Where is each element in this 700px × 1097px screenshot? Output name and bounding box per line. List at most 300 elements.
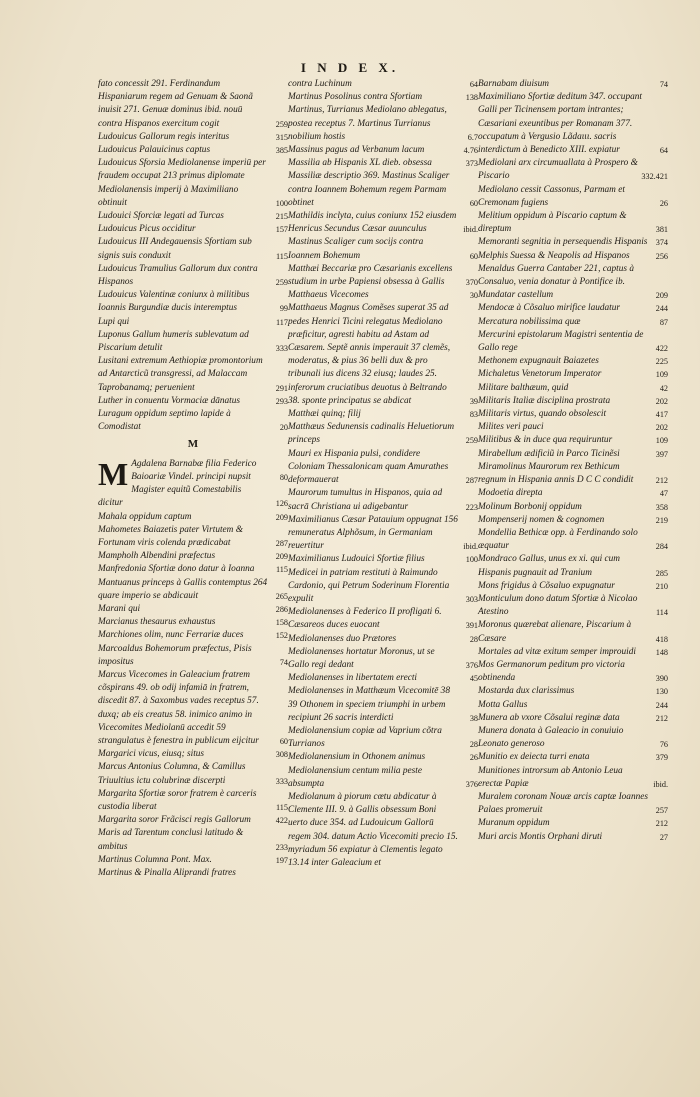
- index-entry: [98, 603, 288, 616]
- entry-text: Luponus Gallum humeris sublevatum ad Piscarium detulit: [98, 329, 249, 354]
- entry-page-number: 379: [655, 753, 668, 763]
- entry-page-number: 212: [655, 819, 668, 829]
- entry-page-number: 303: [465, 594, 478, 604]
- index-entry: [478, 250, 668, 263]
- index-entry: [288, 289, 478, 302]
- entry-text: Mauri ex Hispania pulsi, condidere Coloniam Thessalonicam quam Amurathes deformauerat: [288, 448, 449, 486]
- entry-text: Mediolano cessit Cassonus, Parmam et Cremonam fugiens: [478, 184, 625, 208]
- entry-text: Ludouicus Picus occiditur: [98, 224, 196, 235]
- entry-page-number: 332.421: [641, 172, 668, 182]
- entry-text: Massiliæ descriptio 369. Mastinus Scaliger contra Ioannem Bohemum regem Parmam obtinet: [288, 171, 450, 208]
- index-column-2: [288, 78, 478, 870]
- index-entry: [478, 448, 668, 461]
- index-entry: [98, 210, 288, 223]
- entry-page-number: 422: [275, 816, 288, 826]
- index-entry: [98, 814, 288, 827]
- entries-group: [478, 78, 668, 844]
- index-column-1: [98, 78, 288, 880]
- entry-page-number: 370: [465, 278, 478, 288]
- entry-page-number: 138: [465, 93, 478, 103]
- entry-page-number: 158: [275, 618, 288, 628]
- entry-text: Marani qui: [98, 603, 141, 614]
- index-entry: [478, 514, 668, 527]
- entry-page-number: 358: [655, 502, 668, 512]
- index-entry: [98, 223, 288, 236]
- entry-text: Mathildis inclyta, cuius coniunx 152 eiusdem Henricus Secundus Cæsar auunculus: [288, 211, 457, 235]
- entry-text: Mondellia Bethicæ opp. à Ferdinando solo æquatur: [478, 527, 638, 552]
- index-entry: [288, 302, 478, 408]
- entry-text: Manfredonia Sfortiæ dono datur à Ioanna: [98, 564, 255, 575]
- index-entry: [478, 316, 668, 329]
- entry-page-number: 80: [279, 472, 288, 482]
- entry-page-number: 87: [659, 317, 668, 327]
- index-entry: [98, 854, 288, 867]
- entry-text: Munitio ex deiecta turri enata: [478, 752, 590, 763]
- entry-page-number: 376: [465, 660, 478, 670]
- entry-page-number: 219: [655, 515, 668, 525]
- entry-page-number: 333: [275, 776, 288, 786]
- entry-text: Mondraco Gallus, unus ex xi. qui cum Hispanis pugnauit ad Tranium: [478, 554, 621, 578]
- entry-page-number: 259: [275, 278, 288, 288]
- entry-page-number: 148: [655, 647, 668, 657]
- entry-page-number: 45: [469, 674, 478, 684]
- entry-text: Miramolinus Maurorum rex Bethicum regnum in Hispania annis D C C condidit: [478, 461, 634, 486]
- entry-text: Moronus quærebat alienare, Piscarium à Cæsare: [478, 620, 632, 644]
- index-entry: [288, 421, 478, 447]
- entry-page-number: 74: [659, 80, 668, 89]
- entry-page-number: 64: [469, 80, 478, 89]
- index-entry: [98, 629, 288, 642]
- entry-page-number: 26: [469, 753, 478, 763]
- entry-page-number: 397: [655, 449, 668, 459]
- index-entry: [478, 236, 668, 249]
- index-entry: [98, 484, 288, 510]
- entry-text: Mahala oppidum captum: [98, 511, 192, 522]
- entry-page-number: 202: [655, 423, 668, 433]
- entry-text: Mediolanenses duo Prætores: [288, 633, 397, 644]
- index-entry: [288, 765, 478, 791]
- entry-text: Mediolani arx circumuallata à Prospero & Piscario: [478, 158, 638, 182]
- entry-text: Ludouicus Palauicinus captus: [98, 145, 211, 156]
- index-entry: [288, 514, 478, 554]
- entry-text: Martinus & Pinalla Aliprandi fratres: [98, 867, 236, 878]
- index-entry: [478, 817, 668, 830]
- entry-text: contra Luchinum: [288, 79, 352, 89]
- entry-page-number: 109: [655, 436, 668, 446]
- entry-text: Mediolanenses in libertatem erecti: [288, 673, 418, 684]
- entry-text: Maximilianus Cæsar Patauium oppugnat 156 remuneratus Alphõsum, in Germaniam reuertitur: [288, 514, 458, 552]
- index-entry: [478, 580, 668, 593]
- index-entry: [478, 157, 668, 183]
- index-entry: [288, 672, 478, 685]
- entry-page-number: 293: [275, 396, 288, 406]
- entry-page-number: 130: [655, 687, 668, 697]
- entry-text: Mirabellum ædificiũ in Parco Ticinẽsi: [478, 448, 620, 459]
- entry-page-number: 6.7: [467, 132, 478, 142]
- entry-text: Matthæi Beccariæ pro Cæsarianis excellens studium in urbe Papiensi obsessa à Gallis: [288, 263, 453, 288]
- entry-text: Modoetia direpta: [478, 488, 543, 499]
- entry-text: Mortales ad vitæ exitum semper improuidi: [478, 646, 636, 657]
- index-entry: [288, 567, 478, 607]
- entry-page-number: 100: [465, 555, 478, 565]
- index-entry: [98, 788, 288, 814]
- entry-text: Methonem expugnauit Baiazetes: [478, 356, 599, 367]
- entry-page-number: 209: [275, 512, 288, 522]
- entry-text: Maximilianus Ludouici Sfortiæ filius: [288, 554, 425, 565]
- entry-text: Muranum oppidum: [478, 818, 550, 829]
- index-entry: [98, 316, 288, 329]
- index-entry: [98, 669, 288, 748]
- entry-page-number: 114: [656, 608, 668, 618]
- index-entry: [98, 563, 288, 576]
- entry-text: Mons frigidus à Cõsaluo expugnatur: [478, 580, 615, 591]
- entry-page-number: 202: [655, 396, 668, 406]
- entry-text: Magister equitũ Comestabilis dicitur: [98, 485, 242, 509]
- entry-page-number: 376: [465, 779, 478, 789]
- index-entry: [288, 646, 478, 672]
- entry-page-number: 126: [275, 499, 288, 509]
- entry-text: Ludouici Sforciæ legati ad Turcas: [98, 211, 224, 222]
- entry-page-number: 284: [655, 542, 668, 552]
- entry-text: Mantuanus princeps à Gallis contemptus 264 quare imperio se abdicauit: [98, 577, 268, 601]
- entry-page-number: 157: [275, 225, 288, 235]
- entry-page-number: 60: [469, 251, 478, 261]
- entry-page-number: 83: [469, 410, 478, 420]
- index-entry: [98, 329, 288, 355]
- entry-page-number: 287: [275, 538, 288, 548]
- entry-page-number: 418: [655, 634, 668, 644]
- entry-text: Mos Germanorum peditum pro victoria obtinenda: [478, 659, 625, 684]
- entry-page-number: 60: [279, 736, 288, 746]
- entry-text: Agdalena Barnabæ filia Federico Baioariæ Vindel. principi nupsit: [131, 458, 257, 482]
- index-entry: [98, 867, 288, 880]
- entry-text: Massilia ab Hispanis XL dieb. obsessa: [288, 158, 432, 169]
- entry-text: Martinus Posolinus contra Sfortiam: [288, 92, 423, 103]
- entry-text: Luther in conuentu Vormaciæ dānatus: [98, 395, 241, 406]
- entry-page-number: 39: [469, 396, 478, 406]
- entry-text: Mundatar castellum: [478, 290, 554, 301]
- entry-text: Mediolanenses à Federico II profligati 6. Cæsareos duces euocant: [288, 607, 442, 631]
- entry-text: Marcianus thesaurus exhaustus: [98, 617, 216, 628]
- entry-text: Marchiones olim, nunc Ferrariæ duces: [98, 630, 244, 641]
- entry-text: Mastinus Scaliger cum socijs contra Ioannem Bohemum: [288, 237, 424, 261]
- index-entry: [98, 157, 288, 210]
- entries-m-group: [98, 455, 288, 881]
- entry-text: Melitium oppidum à Piscario captum & direptum: [478, 211, 627, 235]
- entry-text: Militibus & in duce qua requiruntur: [478, 435, 613, 446]
- index-entry: [98, 748, 288, 761]
- index-column-3: [478, 78, 668, 844]
- entry-text: Mediolanenses in Matthæum Vicecomitē 38 39 Othonem in speciem triumphi in urbem recipiunt 26 sacris interdicti: [288, 686, 450, 723]
- entry-page-number: 152: [275, 631, 288, 641]
- entry-page-number: 212: [655, 713, 668, 723]
- entry-text: Mercatura nobilissima quæ: [478, 316, 581, 327]
- index-entry: [98, 144, 288, 157]
- entry-page-number: 60: [469, 198, 478, 208]
- entry-text: Lusitani extremum Aethiopiæ promontorium ad Antarcticũ transgressi, ad Malaccam Taprobanamq; peruenient: [98, 356, 263, 393]
- index-entry: [478, 712, 668, 725]
- index-entry: [478, 501, 668, 514]
- entry-page-number: 212: [655, 476, 668, 486]
- index-entry: [288, 78, 478, 91]
- index-entry: [288, 606, 478, 632]
- entry-page-number: 27: [659, 832, 668, 842]
- entry-text: Marcus Antonius Columna, & Camillus Triuultius ictu colubrinæ discerpti: [98, 762, 246, 786]
- entry-page-number: 373: [465, 159, 478, 169]
- index-entry: [478, 184, 668, 210]
- entry-text: Munitiones introrsum ab Antonio Leua erectæ Papiæ: [478, 765, 623, 789]
- entry-page-number: 315: [275, 132, 288, 142]
- entry-text: Mostarda dux clarissimus: [478, 686, 575, 697]
- entry-text: Barnabam diuisum: [478, 79, 550, 89]
- index-entry: [478, 765, 668, 791]
- index-entry: [478, 659, 668, 685]
- entry-text: Medicei in patriam restituti à Raimundo Cardonio, qui Petrum Soderinum Florentia expulit: [288, 567, 450, 604]
- entry-text: Militare balthæum, quid: [478, 382, 569, 393]
- entry-text: Muri arcis Montis Orphani diruti: [478, 831, 603, 842]
- index-entry: [288, 725, 478, 751]
- entry-text: Ludouicus Tramulius Gallorum dux contra Hispanos: [98, 263, 258, 288]
- index-entry: [98, 524, 288, 550]
- entry-text: Militaris Italiæ disciplina prostrata: [478, 395, 611, 406]
- entry-page-number: 259: [275, 119, 288, 129]
- entry-page-number: 385: [275, 146, 288, 156]
- index-entry: [478, 382, 668, 395]
- entry-text: Martinus, Turrianus Mediolano ablegatus, postea receptus 7. Martinus Turrianus nobilium hostis: [288, 105, 447, 142]
- entry-text: fato concessit 291. Ferdinandum Hispaniarum regem ad Genuam & Saonã inuisit 271. Genuæ dominus ibid. nouū contra Hispanos exercitum cogit: [98, 79, 253, 129]
- index-entry: [98, 511, 288, 524]
- entry-page-number: 38: [469, 713, 478, 723]
- index-entry: [98, 550, 288, 563]
- entry-text: Margarita soror Frãcisci regis Gallorum: [98, 815, 251, 826]
- entry-text: Memoranti segnitia in persequendis Hispanis: [478, 237, 648, 248]
- index-entry: [98, 616, 288, 629]
- index-entry: [288, 487, 478, 513]
- entry-text: Mediolanensium in Othonem animus: [288, 752, 426, 763]
- index-entry: [98, 289, 288, 315]
- entry-page-number: ibid.: [463, 542, 478, 552]
- entry-page-number: 225: [655, 357, 668, 367]
- entry-page-number: 233: [275, 842, 288, 852]
- entry-text: Mendocæ à Cõsaluo mirifice laudatur: [478, 303, 621, 314]
- entry-text: Mediolanensium copiæ ad Vaprium cõtra Turrianos: [288, 725, 442, 750]
- entry-text: Martinus Columna Pont. Max.: [98, 854, 212, 865]
- entry-page-number: 244: [655, 304, 668, 314]
- entry-text: Mediolanenses hortatur Moronus, ut se Gallo regi dedant: [288, 646, 435, 670]
- entry-text: Maurorum tumultus in Hispanos, quia ad sacrā Christiana ui adigebantur: [288, 488, 443, 512]
- index-entry: [478, 553, 668, 579]
- entry-page-number: 391: [465, 621, 478, 631]
- entry-page-number: 4.76: [463, 146, 478, 156]
- index-entry: [288, 144, 478, 157]
- entry-page-number: 20: [279, 423, 288, 433]
- index-entry: [288, 751, 478, 764]
- entry-page-number: 26: [659, 198, 668, 208]
- entry-page-number: 115: [276, 251, 288, 261]
- entry-page-number: 374: [655, 238, 668, 248]
- entry-text: Mediolanum à piorum cœtu abdicatur à Clemente III. 9. à Gallis obsessum Boni uerto duce 354. ad Ludouicum Gallorū regem 304. datum Actio Vicecomiti precio 15. myriadum 56 expiatur à Clementis legato 13.14 inter Galeacium et: [288, 791, 458, 868]
- index-entry: [478, 699, 668, 712]
- index-entry: [288, 170, 478, 210]
- entries-l-group: [98, 78, 288, 434]
- index-entry: [478, 368, 668, 381]
- entry-text: Muralem coronam Nouæ arcis captæ Ioannes Palaes promeruit: [478, 791, 648, 816]
- entry-page-number: 76: [659, 740, 668, 750]
- entry-page-number: 109: [655, 370, 668, 380]
- entry-text: Marcus Vicecomes in Galeacium fratrem cõspirans 49. ob odij infamiā in fratrem, discedit 87. à Saxombus vades receptus 57. duxq; ab eis creatus 58. inimico animo in Vicecomites Mediolanū accedit 59 strangulatus è fenestra in publicum eijcitur: [98, 669, 259, 746]
- entry-page-number: 100: [275, 198, 288, 208]
- entry-page-number: 30: [469, 291, 478, 301]
- index-entry: [288, 553, 478, 566]
- entry-page-number: 287: [465, 476, 478, 486]
- entry-text: Massinus pagus ad Verbanum lacum: [288, 145, 425, 156]
- index-entry: [288, 157, 478, 170]
- entry-text: Matthæus Sedunensis cadinalis Heluetiorum princeps: [288, 422, 455, 446]
- index-entry: [478, 210, 668, 236]
- index-entry: [478, 329, 668, 355]
- entry-text: Militaris virtus, quando obsolescit: [478, 409, 607, 420]
- entries-group: [288, 78, 478, 870]
- index-entry: [288, 791, 478, 870]
- entry-page-number: 209: [655, 291, 668, 301]
- entry-text: Michaletus Venetorum Imperator: [478, 369, 602, 380]
- entry-page-number: 197: [275, 855, 288, 865]
- entry-text: Menaldus Guerra Cantaber 221, captus à Consaluo, venia donatur à Pontifice ib.: [478, 263, 634, 288]
- entry-text: Matthæi quinq; filij: [288, 409, 361, 420]
- index-entry: [288, 236, 478, 262]
- index-entry: [98, 78, 288, 131]
- entry-page-number: 286: [275, 604, 288, 614]
- index-entry: [478, 395, 668, 408]
- entry-page-number: ibid.: [463, 225, 478, 235]
- page-header: I N D E X.: [300, 60, 400, 75]
- index-entry: [478, 685, 668, 698]
- entry-page-number: 47: [659, 489, 668, 499]
- entry-page-number: 265: [275, 591, 288, 601]
- index-entry: [288, 91, 478, 104]
- index-entry: [478, 263, 668, 289]
- entry-page-number: 244: [655, 700, 668, 710]
- index-entry: [478, 831, 668, 844]
- index-entry: [288, 263, 478, 289]
- entry-text: Matthaeus Magnus Comẽses superat 35 ad pedes Henrici Ticini relegatus Mediolano præficitur, agresti habitu ad Astam ad Cæsarem. Septẽ annis imperauit 37 clemẽs, moderatus, & pius 36 belli dux & pro tribunali ius dicens 32 eiusq; laudes 25. inferorum cruciatibus deuotus à Beltrando 38. sponte principatus se abdicat: [288, 303, 451, 406]
- index-entry: [478, 78, 668, 91]
- entry-text: Mampholh Albendini præfectus: [98, 551, 216, 562]
- entry-page-number: ibid.: [653, 779, 668, 789]
- index-entry: [98, 827, 288, 853]
- index-entry: [98, 236, 288, 262]
- entry-text: Molinum Borbonij oppidum: [478, 501, 582, 512]
- entry-page-number: 257: [655, 806, 668, 816]
- entry-page-number: 285: [655, 568, 668, 578]
- entry-text: Mercurini epistolarum Magistri sententia de Gallo rege: [478, 329, 644, 354]
- dropcap-m: M: [98, 455, 129, 492]
- entry-text: Matthaeus Vicecomes: [288, 290, 369, 301]
- index-entry: [478, 527, 668, 553]
- entry-page-number: 215: [275, 212, 288, 222]
- index-entry: [478, 434, 668, 447]
- entry-page-number: 210: [655, 581, 668, 591]
- entry-text: Mahometes Baiazetis pater Virtutem & Fortunam viris colenda prædicabat: [98, 524, 243, 548]
- entry-page-number: 256: [655, 251, 668, 261]
- index-entry: [478, 619, 668, 645]
- index-entry: [288, 210, 478, 236]
- entry-text: Ludouicus Valentinæ coniunx à militibus Ioannis Burgundiæ ducis interemptus: [98, 290, 250, 314]
- entry-text: Ludouicus Gallorum regis interitus: [98, 131, 230, 142]
- entry-page-number: 28: [469, 740, 478, 750]
- entry-text: Monticulum dono datum Sfortiæ à Nicolao Atestino: [478, 593, 638, 618]
- index-entry: [98, 761, 288, 787]
- entry-text: Margarici vicus, eiusq; situs: [98, 749, 205, 760]
- index-entry: [478, 593, 668, 619]
- entry-text: Mediolanensium centum milia peste absumpta: [288, 765, 423, 789]
- entry-page-number: 28: [469, 634, 478, 644]
- index-entry: [478, 91, 668, 157]
- entry-page-number: 259: [465, 436, 478, 446]
- entry-text: Motta Gallus: [478, 699, 528, 710]
- index-entry: [478, 461, 668, 487]
- index-entry: [478, 725, 668, 751]
- entry-text: Maris ad Tarentum conclusi latitudo & ambitus: [98, 828, 244, 852]
- index-entry: [478, 289, 668, 302]
- index-entry: [288, 104, 478, 144]
- entry-page-number: 333: [275, 344, 288, 354]
- entry-text: Margarita Sfortiæ soror fratrem è carceris custodia liberat: [98, 788, 257, 812]
- index-entry: [478, 355, 668, 368]
- index-entry: [98, 577, 288, 603]
- entry-page-number: 308: [275, 750, 288, 760]
- entry-page-number: 417: [655, 410, 668, 420]
- entry-text: Munera ab vxore Cõsalui reginæ data: [478, 712, 620, 723]
- entry-page-number: 115: [276, 802, 288, 812]
- entry-text: Munera donata à Galeacio in conuiuio Leonato generoso: [478, 725, 624, 750]
- entry-page-number: 390: [655, 674, 668, 684]
- entry-page-number: 291: [275, 383, 288, 393]
- entry-page-number: 74: [279, 657, 288, 667]
- entry-text: Mompenserij nomen & cognomen: [478, 514, 605, 525]
- index-entry: [288, 448, 478, 488]
- entry-text: Maximiliano Sfortiæ deditum 347. occupant Galli per Ticinensem portam intrantes; Cæsariani exeuntibus per Romanam 377. occupatum à Vergusio Lãdaιιι. sacris interdictum à Benedicto XIII. expiatur: [478, 92, 642, 156]
- index-entry: [98, 263, 288, 289]
- entry-page-number: 381: [655, 225, 668, 235]
- index-entry: [478, 487, 668, 500]
- entry-text: Marcoaldus Bohemorum præfectus, Pisis impositus: [98, 643, 252, 667]
- entry-page-number: 209: [275, 552, 288, 562]
- index-entry: [478, 791, 668, 817]
- entry-text: Melphis Suessa & Neapolis ad Hispanos: [478, 250, 630, 261]
- entry-page-number: 422: [655, 344, 668, 354]
- entry-page-number: 117: [276, 317, 288, 327]
- entry-text: Milites veri pauci: [478, 422, 544, 433]
- entry-page-number: 223: [465, 502, 478, 512]
- index-entry: [478, 751, 668, 764]
- entry-page-number: 42: [659, 383, 668, 393]
- entry-text: Luragum oppidum septimo lapide à Comodistat: [98, 409, 231, 433]
- index-entry: [98, 355, 288, 395]
- index-entry: [98, 458, 288, 484]
- index-entry: [98, 395, 288, 408]
- entry-text: Lupi qui: [98, 316, 130, 327]
- index-entry: [288, 633, 478, 646]
- index-entry: [478, 408, 668, 421]
- index-entry: [288, 685, 478, 725]
- entry-text: Ludouicus Sforsia Mediolanense imperiū per fraudem occupat 213 primus diplomate Mediolanensis imperij à Maximiliano obtinuit: [98, 158, 266, 208]
- index-entry: [288, 408, 478, 421]
- section-letter-m: M: [187, 438, 199, 451]
- entry-text: Ludouicus III Andegauensis Sfortiam sub signis suis conduxit: [98, 237, 252, 261]
- index-entry: [478, 421, 668, 434]
- index-entry: [98, 131, 288, 144]
